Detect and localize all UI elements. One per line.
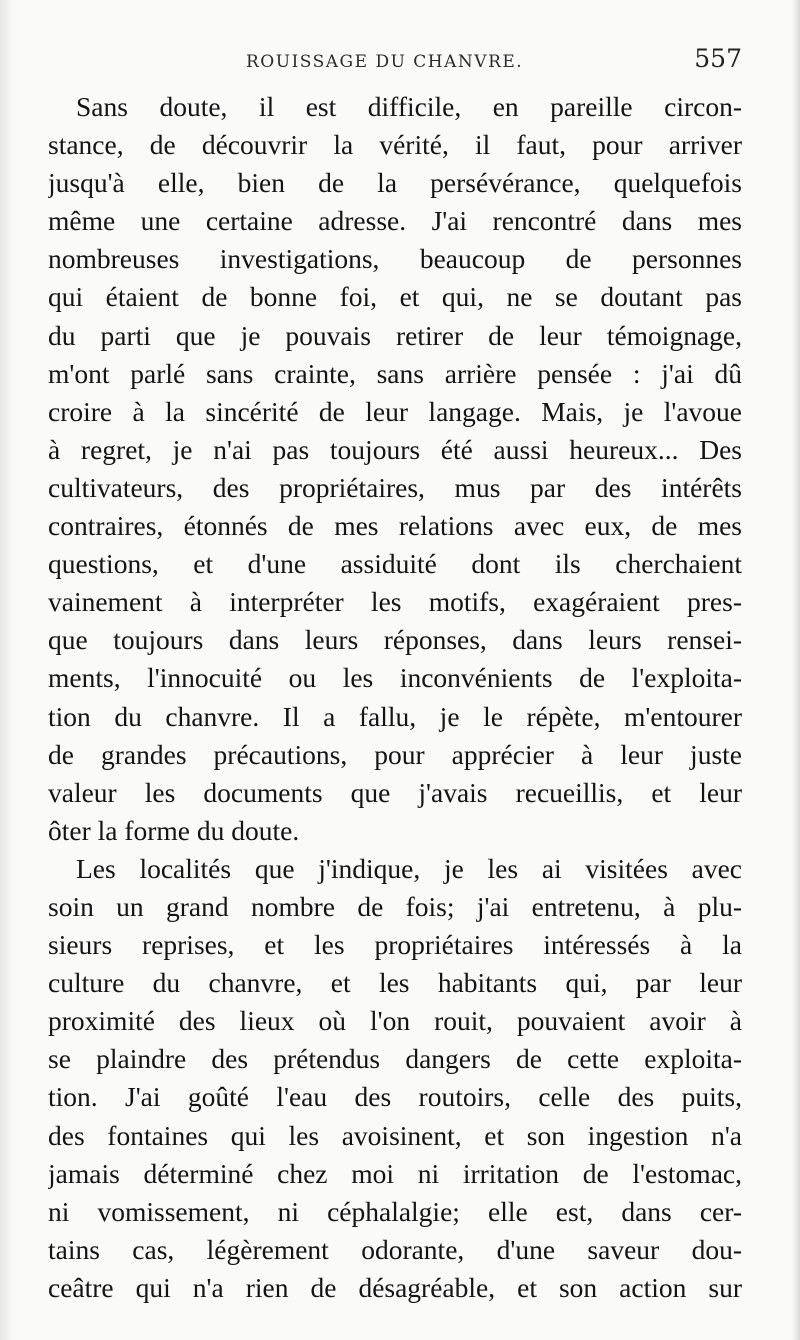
text-line: ni vomissement, ni céphalalgie; elle est, dans cer-: [48, 1195, 742, 1227]
page-number: 557: [694, 44, 742, 73]
text-line: ceâtre qui n'a rien de désagréable, et son action sur: [48, 1271, 742, 1303]
text-line: tains cas, légèrement odorante, d'une saveur dou-: [48, 1233, 742, 1265]
text-line: culture du chanvre, et les habitants qui, par leur: [48, 967, 742, 999]
text-line: nombreuses investigations, beaucoup de personnes: [48, 243, 742, 275]
text-line: stance, de découvrir la vérité, il faut, pour arriver: [48, 129, 742, 161]
text-line: proximité des lieux où l'on rouit, pouvaient avoir à: [48, 1005, 742, 1037]
text-line: jamais déterminé chez moi ni irritation de l'estomac,: [48, 1157, 742, 1189]
running-title: ROUISSAGE DU CHANVRE.: [246, 52, 524, 72]
body-text: [48, 88, 742, 1307]
text-line: valeur les documents que j'avais recueillis, et leur: [48, 776, 742, 808]
text-line: même une certaine adresse. J'ai rencontré dans mes: [48, 205, 742, 237]
text-line: contraires, étonnés de mes relations avec eux, de mes: [48, 510, 742, 542]
text-line: à regret, je n'ai pas toujours été aussi heureux... Des: [48, 433, 742, 465]
text-line: du parti que je pouvais retirer de leur témoignage,: [48, 319, 742, 351]
paragraph: [48, 88, 742, 850]
text-line: de grandes précautions, pour apprécier à leur juste: [48, 738, 742, 770]
text-line: tion du chanvre. Il a fallu, je le répète, m'entourer: [48, 700, 742, 732]
text-line: sieurs reprises, et les propriétaires intéressés à la: [48, 929, 742, 961]
text-line: croire à la sincérité de leur langage. Mais, je l'avoue: [48, 395, 742, 427]
page-header: [48, 44, 742, 84]
text-line: jusqu'à elle, bien de la persévérance, quelquefois: [48, 167, 742, 199]
text-line: que toujours dans leurs réponses, dans leurs rensei-: [48, 624, 742, 656]
text-line: des fontaines qui les avoisinent, et son ingestion n'a: [48, 1119, 742, 1151]
paragraph: [48, 850, 742, 1307]
page-edge-shadow-right: [792, 0, 800, 1340]
text-line: Les localités que j'indique, je les ai visitées avec: [76, 852, 742, 884]
text-line: questions, et d'une assiduité dont ils cherchaient: [48, 548, 742, 580]
text-line: vainement à interpréter les motifs, exagéraient pres-: [48, 586, 742, 618]
text-line: qui étaient de bonne foi, et qui, ne se doutant pas: [48, 281, 742, 313]
text-line: m'ont parlé sans crainte, sans arrière pensée : j'ai dû: [48, 357, 742, 389]
text-line: soin un grand nombre de fois; j'ai entretenu, à plu-: [48, 890, 742, 922]
page-edge-shadow-left: [0, 0, 14, 1340]
text-line: ments, l'innocuité ou les inconvénients de l'exploita-: [48, 662, 742, 694]
text-line: cultivateurs, des propriétaires, mus par des intérêts: [48, 471, 742, 503]
text-line: Sans doute, il est difficile, en pareille circon-: [76, 91, 742, 122]
text-line: ôter la forme du doute.: [48, 814, 300, 846]
text-line: tion. J'ai goûté l'eau des routoirs, celle des puits,: [48, 1081, 742, 1113]
text-line: se plaindre des prétendus dangers de cette exploita-: [48, 1043, 742, 1075]
